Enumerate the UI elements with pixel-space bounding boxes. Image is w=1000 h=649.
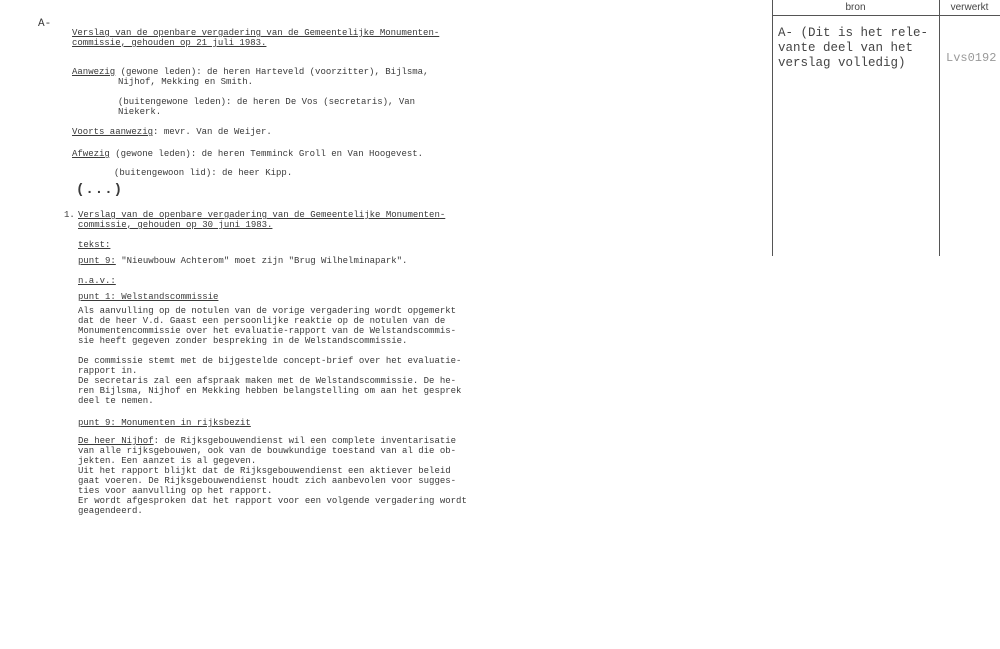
header-bron: bron [845, 2, 866, 13]
aanwezig-label: Aanwezig [72, 67, 116, 77]
text-line: Monumentencommissie over het evaluatie-rapport van de Welstandscommis- [78, 326, 457, 336]
text-line: sie heeft gegeven zonder bespreking in de Welstandscommissie. [78, 336, 408, 346]
header-divider [772, 15, 1000, 16]
text-line: deel te nemen. [78, 396, 154, 406]
afwezig-label: Afwezig [72, 149, 110, 159]
column-divider [939, 0, 940, 256]
text-line: gaat voeren. De Rijksgebouwendienst houdt zich aanbevolen voor sugges- [78, 476, 457, 486]
afwezig-text: (gewone leden): de heren Temminck Groll en Van Hoogevest. [109, 149, 424, 159]
punt9b-heading: punt 9: Monumenten in rijksbezit [78, 418, 251, 428]
voorts-text: : mevr. Van de Weijer. [153, 127, 272, 137]
attendees-extra-cont: Niekerk. [118, 107, 162, 117]
text-line: ren Bijlsma, Nijhof en Mekking hebben belangstelling om aan het gesprek [78, 386, 462, 396]
text-line: Er wordt afgesproken dat het rapport voor een volgende vergadering wordt [78, 496, 467, 506]
punt1-heading: punt 1: Welstandscommissie [78, 292, 219, 302]
item-heading-line: Verslag van de openbare vergadering van de Gemeentelijke Monumenten- [78, 210, 446, 220]
text-line: rapport in. [78, 366, 138, 376]
tekst-label: tekst: [78, 240, 111, 250]
text-line: De secretaris zal een afspraak maken met de Welstandscommissie. De he- [78, 376, 457, 386]
source-table [772, 0, 1000, 256]
text-line: geagendeerd. [78, 506, 143, 516]
punt9-label: punt 9: [78, 256, 116, 266]
absent-regular [72, 149, 423, 159]
note-line: A- (Dit is het rele- [778, 26, 929, 40]
note-line: verslag volledig) [778, 56, 906, 70]
absent-extra: (buitengewoon lid): de heer Kipp. [114, 168, 293, 178]
attendees-regular-cont: Nijhof, Mekking en Smith. [118, 77, 254, 87]
omission-ellipsis: (...) [76, 182, 124, 198]
aanwezig-text: (gewone leden): de heren Harteveld (voorzitter), Bijlsma, [115, 67, 429, 77]
heading-line: commissie, gehouden op 21 juli 1983. [72, 38, 267, 48]
heading-line: Verslag van de openbare vergadering van de Gemeentelijke Monumenten- [72, 28, 440, 38]
text-line: jekten. Een aanzet is al gegeven. [78, 456, 257, 466]
header-verwerkt: verwerkt [950, 2, 989, 13]
item-number: 1. [64, 210, 75, 220]
text-line: dat de heer V.d. Gaast een persoonlijke reaktie op de notulen van de [78, 316, 446, 326]
verwerkt-code: Lvs0192 [946, 51, 997, 65]
note-line: vante deel van het [778, 41, 914, 55]
also-present [72, 127, 272, 137]
nav-label: n.a.v.: [78, 276, 116, 286]
item-heading-line: commissie, gehouden op 30 juni 1983. [78, 220, 273, 230]
text-line: ties voor aanvulling op het rapport. [78, 486, 273, 496]
punt9-text: "Nieuwbouw Achterom" moet zijn "Brug Wilhelminapark". [115, 256, 408, 266]
text-line: van alle rijksgebouwen, ook van de bouwkundige toestand van al die ob- [78, 446, 457, 456]
section-marker: A- [38, 18, 52, 30]
attendees-regular [72, 67, 428, 77]
text-line: Uit het rapport blijkt dat de Rijksgebouwendienst een aktiever beleid [78, 466, 451, 476]
voorts-label: Voorts aanwezig [72, 127, 154, 137]
punt9-correction [78, 256, 407, 266]
text-line [78, 436, 456, 446]
column-divider [772, 0, 773, 256]
text-line: Als aanvulling op de notulen van de vorige vergadering wordt opgemerkt [78, 306, 457, 316]
nijhof-label: De heer Nijhof [78, 436, 154, 446]
nijhof-text: : de Rijksgebouwendienst wil een complete inventarisatie [153, 436, 457, 446]
attendees-extra: (buitengewone leden): de heren De Vos (secretaris), Van [118, 97, 416, 107]
text-line: De commissie stemt met de bijgestelde concept-brief over het evaluatie- [78, 356, 462, 366]
